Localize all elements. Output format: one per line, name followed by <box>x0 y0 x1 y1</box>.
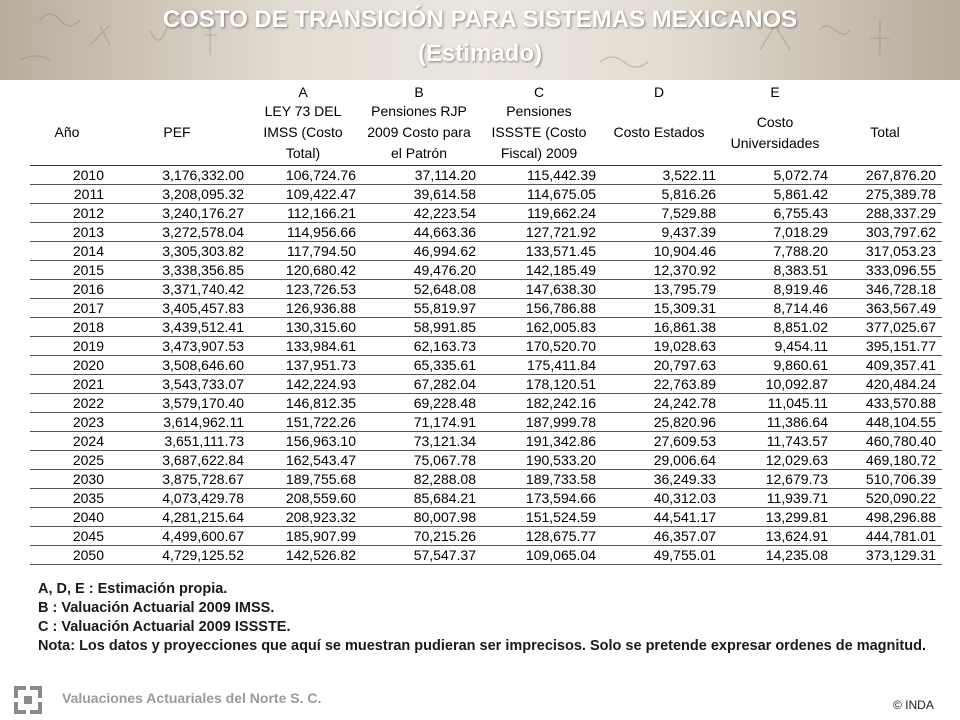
value-cell: 69,228.48 <box>413 394 476 411</box>
value-cell: 395,151.77 <box>865 337 936 354</box>
value-cell: 3,439,512.41 <box>162 318 244 335</box>
value-cell: 9,860.61 <box>773 356 828 373</box>
column-letter: E <box>770 84 780 100</box>
column-letters-row <box>30 83 942 101</box>
value-cell: 173,594.66 <box>525 489 596 506</box>
value-cell: 190,533.20 <box>525 451 596 468</box>
value-cell: 10,904.46 <box>653 242 716 259</box>
value-cell: 49,755.01 <box>653 546 716 563</box>
value-cell: 317,053.23 <box>865 242 936 259</box>
value-cell: 3,405,457.83 <box>162 299 244 316</box>
year-cell: 2014 <box>72 242 104 259</box>
value-cell: 3,651,111.73 <box>164 432 244 449</box>
value-cell: 10,092.87 <box>765 375 828 392</box>
table-body <box>30 165 942 564</box>
value-cell: 39,614.58 <box>413 185 476 202</box>
year-cell: 2040 <box>72 508 104 525</box>
value-cell: 3,240,176.27 <box>162 204 244 221</box>
table-row <box>30 355 942 374</box>
value-cell: 448,104.55 <box>865 413 936 430</box>
column-headers-row <box>30 101 942 165</box>
value-cell: 3,522.11 <box>662 166 716 183</box>
value-cell: 85,684.21 <box>413 489 476 506</box>
value-cell: 126,936.88 <box>285 299 356 316</box>
value-cell: 4,499,600.67 <box>162 527 244 544</box>
value-cell: 13,795.79 <box>653 280 716 297</box>
value-cell: 114,956.66 <box>286 223 356 240</box>
table-row <box>30 431 942 450</box>
value-cell: 3,371,740.42 <box>162 280 244 297</box>
value-cell: 109,065.04 <box>525 546 596 563</box>
value-cell: 36,249.33 <box>653 470 716 487</box>
page-title: COSTO DE TRANSICIÓN PARA SISTEMAS MEXICANOS <box>162 6 798 33</box>
year-cell: 2045 <box>72 527 104 544</box>
value-cell: 9,454.11 <box>774 337 828 354</box>
value-cell: 433,570.88 <box>865 394 936 411</box>
year-cell: 2035 <box>72 489 104 506</box>
value-cell: 65,335.61 <box>413 356 476 373</box>
value-cell: 120,680.42 <box>285 261 356 278</box>
value-cell: 5,861.42 <box>773 185 828 202</box>
table-row <box>30 203 942 222</box>
value-cell: 3,614,962.11 <box>163 413 244 430</box>
value-cell: 142,526.82 <box>285 546 356 563</box>
year-cell: 2017 <box>72 299 104 316</box>
value-cell: 3,543,733.07 <box>162 375 244 392</box>
table-row <box>30 260 942 279</box>
value-cell: 46,357.07 <box>653 527 716 544</box>
value-cell: 146,812.35 <box>285 394 356 411</box>
column-letter <box>30 83 110 101</box>
value-cell: 119,662.24 <box>526 204 596 221</box>
value-cell: 189,755.68 <box>285 470 356 487</box>
value-cell: 5,816.26 <box>661 185 716 202</box>
value-cell: 147,638.30 <box>525 280 596 297</box>
year-cell: 2013 <box>72 223 104 240</box>
value-cell: 19,028.63 <box>653 337 716 354</box>
notes-section <box>38 580 956 656</box>
title-banner <box>0 0 960 80</box>
table-row <box>30 279 942 298</box>
value-cell: 49,476.20 <box>413 261 476 278</box>
value-cell: 82,288.08 <box>413 470 476 487</box>
value-cell: 162,005.83 <box>525 318 596 335</box>
value-cell: 8,851.02 <box>773 318 828 335</box>
table-row <box>30 165 942 184</box>
value-cell: 13,299.81 <box>765 508 828 525</box>
value-cell: 29,006.64 <box>653 451 716 468</box>
table-row <box>30 222 942 241</box>
value-cell: 182,242.16 <box>525 394 596 411</box>
column-header: Año <box>54 124 80 141</box>
value-cell: 409,357.41 <box>865 356 936 373</box>
year-cell: 2024 <box>72 432 104 449</box>
company-name: Valuaciones Actuariales del Norte S. C. <box>62 690 322 706</box>
value-cell: 288,337.29 <box>865 204 936 221</box>
value-cell: 12,370.92 <box>653 261 716 278</box>
value-cell: 303,797.62 <box>865 223 936 240</box>
table-row <box>30 450 942 469</box>
column-letter: A <box>298 84 308 100</box>
value-cell: 275,389.78 <box>865 185 936 202</box>
value-cell: 22,763.89 <box>653 375 716 392</box>
value-cell: 15,309.31 <box>653 299 716 316</box>
value-cell: 75,067.78 <box>413 451 476 468</box>
value-cell: 127,721.92 <box>525 223 596 240</box>
value-cell: 3,305,303.82 <box>162 242 244 259</box>
value-cell: 11,045.11 <box>767 394 828 411</box>
table-row <box>30 526 942 545</box>
note-line: B : Valuación Actuarial 2009 IMSS. <box>38 600 275 616</box>
value-cell: 420,484.24 <box>865 375 936 392</box>
value-cell: 333,096.55 <box>865 261 936 278</box>
value-cell: 8,714.46 <box>773 299 828 316</box>
note-line: Nota: Los datos y proyecciones que aquí se muestran pudieran ser imprecisos. Solo se pretende expresar ordenes de magnitud. <box>38 638 926 654</box>
value-cell: 346,728.18 <box>865 280 936 297</box>
value-cell: 27,609.53 <box>653 432 716 449</box>
value-cell: 112,166.21 <box>286 204 356 221</box>
value-cell: 40,312.03 <box>653 489 716 506</box>
year-cell: 2019 <box>72 337 104 354</box>
value-cell: 123,726.53 <box>285 280 356 297</box>
note-line: A, D, E : Estimación propia. <box>38 581 228 597</box>
column-header: PEF <box>163 124 191 141</box>
table-row <box>30 298 942 317</box>
value-cell: 6,755.43 <box>773 204 828 221</box>
value-cell: 3,176,332.00 <box>162 166 244 183</box>
value-cell: 3,687,622.84 <box>162 451 244 468</box>
column-header: Pensiones ISSSTE (Costo Fiscal) 2009 <box>491 103 587 162</box>
value-cell: 3,473,907.53 <box>162 337 244 354</box>
value-cell: 469,180.72 <box>865 451 936 468</box>
column-header: Costo Universidades <box>730 113 820 151</box>
table-row <box>30 469 942 488</box>
column-header: Costo Estados <box>613 124 705 141</box>
value-cell: 133,571.45 <box>525 242 596 259</box>
value-cell: 11,743.57 <box>766 432 828 449</box>
value-cell: 5,072.74 <box>773 166 828 183</box>
value-cell: 4,073,429.78 <box>162 489 244 506</box>
value-cell: 37,114.20 <box>414 166 476 183</box>
value-cell: 4,729,125.52 <box>162 546 244 563</box>
value-cell: 187,999.78 <box>525 413 596 430</box>
value-cell: 12,029.63 <box>765 451 828 468</box>
column-letter: C <box>533 84 545 100</box>
year-cell: 2050 <box>72 546 104 563</box>
value-cell: 62,163.73 <box>413 337 476 354</box>
value-cell: 520,090.22 <box>865 489 936 506</box>
value-cell: 3,508,646.60 <box>162 356 244 373</box>
transition-cost-table <box>30 83 942 565</box>
value-cell: 3,208,095.32 <box>162 185 244 202</box>
value-cell: 151,722.26 <box>285 413 356 430</box>
company-logo-icon <box>12 684 44 716</box>
value-cell: 3,579,170.40 <box>162 394 244 411</box>
value-cell: 498,296.88 <box>865 508 936 525</box>
value-cell: 151,524.59 <box>525 508 596 525</box>
value-cell: 58,991.85 <box>413 318 476 335</box>
year-cell: 2025 <box>72 451 104 468</box>
column-header: Total <box>870 124 900 141</box>
column-letter <box>110 83 250 101</box>
table-row <box>30 241 942 260</box>
value-cell: 7,788.20 <box>773 242 828 259</box>
value-cell: 9,437.39 <box>661 223 716 240</box>
value-cell: 363,567.49 <box>865 299 936 316</box>
value-cell: 70,215.26 <box>413 527 476 544</box>
column-letter <box>834 83 942 101</box>
table-row <box>30 317 942 336</box>
year-cell: 2020 <box>72 356 104 373</box>
table-row <box>30 507 942 526</box>
value-cell: 156,786.88 <box>525 299 596 316</box>
value-cell: 13,624.91 <box>765 527 828 544</box>
column-header: LEY 73 DEL IMSS (Costo Total) <box>263 103 343 162</box>
table-row <box>30 184 942 203</box>
value-cell: 130,315.60 <box>285 318 356 335</box>
value-cell: 185,907.99 <box>285 527 356 544</box>
value-cell: 208,559.60 <box>285 489 356 506</box>
table-row <box>30 412 942 431</box>
value-cell: 44,663.36 <box>413 223 476 240</box>
value-cell: 20,797.63 <box>653 356 716 373</box>
year-cell: 2022 <box>72 394 104 411</box>
value-cell: 11,939.71 <box>766 489 828 506</box>
value-cell: 24,242.78 <box>653 394 716 411</box>
value-cell: 46,994.62 <box>413 242 476 259</box>
value-cell: 156,963.10 <box>285 432 356 449</box>
column-letter: D <box>653 84 665 100</box>
value-cell: 128,675.77 <box>525 527 596 544</box>
value-cell: 137,951.73 <box>285 356 356 373</box>
value-cell: 170,520.70 <box>525 337 596 354</box>
value-cell: 3,272,578.04 <box>162 223 244 240</box>
table-row <box>30 336 942 355</box>
value-cell: 8,919.46 <box>773 280 828 297</box>
note-line: C : Valuación Actuarial 2009 ISSSTE. <box>38 619 291 635</box>
value-cell: 71,174.91 <box>413 413 476 430</box>
value-cell: 7,529.88 <box>661 204 716 221</box>
year-cell: 2010 <box>72 166 104 183</box>
value-cell: 44,541.17 <box>653 508 716 525</box>
value-cell: 11,386.64 <box>766 413 828 430</box>
value-cell: 52,648.08 <box>413 280 476 297</box>
value-cell: 189,733.58 <box>525 470 596 487</box>
value-cell: 3,875,728.67 <box>162 470 244 487</box>
value-cell: 142,185.49 <box>525 261 596 278</box>
value-cell: 117,794.50 <box>286 242 356 259</box>
table-row <box>30 374 942 393</box>
year-cell: 2012 <box>72 204 104 221</box>
value-cell: 162,543.47 <box>285 451 356 468</box>
value-cell: 42,223.54 <box>413 204 476 221</box>
table-row <box>30 393 942 412</box>
value-cell: 114,675.05 <box>526 185 596 202</box>
year-cell: 2011 <box>73 185 104 202</box>
value-cell: 73,121.34 <box>413 432 476 449</box>
value-cell: 142,224.93 <box>285 375 356 392</box>
copyright-text: © INDA <box>893 698 934 712</box>
value-cell: 8,383.51 <box>773 261 828 278</box>
value-cell: 12,679.73 <box>765 470 828 487</box>
year-cell: 2030 <box>72 470 104 487</box>
value-cell: 178,120.51 <box>525 375 596 392</box>
value-cell: 133,984.61 <box>285 337 356 354</box>
value-cell: 377,025.67 <box>865 318 936 335</box>
value-cell: 373,129.31 <box>865 546 936 563</box>
table-row <box>30 545 942 564</box>
value-cell: 3,338,356.85 <box>162 261 244 278</box>
value-cell: 460,780.40 <box>865 432 936 449</box>
table-row <box>30 488 942 507</box>
value-cell: 115,442.39 <box>526 166 596 183</box>
value-cell: 57,547.37 <box>413 546 476 563</box>
value-cell: 106,724.76 <box>285 166 356 183</box>
value-cell: 267,876.20 <box>865 166 936 183</box>
value-cell: 55,819.97 <box>413 299 476 316</box>
value-cell: 510,706.39 <box>865 470 936 487</box>
year-cell: 2016 <box>72 280 104 297</box>
year-cell: 2018 <box>72 318 104 335</box>
year-cell: 2015 <box>72 261 104 278</box>
column-letter: B <box>414 84 424 100</box>
value-cell: 208,923.32 <box>285 508 356 525</box>
value-cell: 444,781.01 <box>865 527 936 544</box>
year-cell: 2021 <box>72 375 104 392</box>
column-header: Pensiones RJP 2009 Costo para el Patrón <box>367 103 471 162</box>
value-cell: 191,342.86 <box>525 432 596 449</box>
value-cell: 109,422.47 <box>285 185 356 202</box>
value-cell: 67,282.04 <box>413 375 476 392</box>
value-cell: 80,007.98 <box>413 508 476 525</box>
value-cell: 16,861.38 <box>653 318 716 335</box>
value-cell: 7,018.29 <box>773 223 828 240</box>
value-cell: 14,235.08 <box>765 546 828 563</box>
value-cell: 4,281,215.64 <box>162 508 244 525</box>
value-cell: 175,411.84 <box>526 356 596 373</box>
year-cell: 2023 <box>72 413 104 430</box>
page-subtitle: (Estimado) <box>417 40 542 67</box>
value-cell: 25,820.96 <box>653 413 716 430</box>
